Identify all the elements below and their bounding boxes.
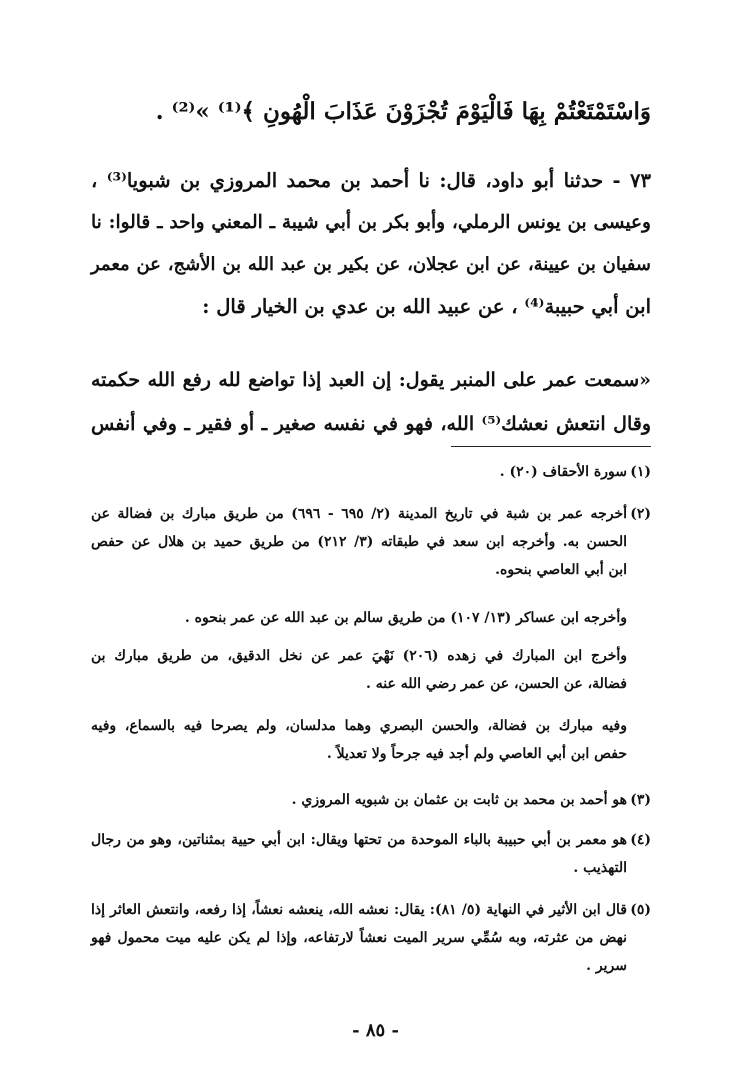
footnote-text: سورة الأحقاف (٢٠) .: [499, 464, 627, 480]
footnote-2-paragraph-3: [91, 642, 651, 698]
footnote-2: [91, 500, 651, 584]
footnote-number: (١): [630, 464, 651, 480]
footnote-text: سرير .: [586, 958, 627, 974]
footnote-2-paragraph-2: [91, 604, 651, 632]
page-number: - ٨٥ -: [352, 1020, 399, 1041]
footnote-text: قال ابن الأثير في النهاية (٥/ ٨١): يقال: نعشه الله، ينعشه نعشاً، إذا رفعه، وانتعش العاثر إذا: [91, 902, 627, 918]
hadith-line: وعيسى بن يونس الرملي، وأبو بكر بن أبي شيبة ـ المعني واحد ـ قالوا: نا: [91, 212, 651, 233]
footnote-number: (٥): [630, 902, 651, 918]
footnote-3: [91, 786, 651, 814]
quote-line: وقال انتعش نعشك⁽⁵⁾ الله، فهو في نفسه صغير ـ أو فقير ـ وفي أنفس: [91, 413, 651, 435]
footnote-text: فضالة، عن الحسن، عن عمر رضي الله عنه .: [365, 676, 627, 692]
footnote-text: حفص ابن أبي العاصي ولم أجد فيه جرحاً ولا تعديلاً .: [326, 746, 627, 762]
hadith-paragraph: [91, 160, 651, 328]
footnote-4: [91, 826, 651, 882]
footnote-text: التهذيب .: [573, 860, 627, 876]
quote-line: «سمعت عمر على المنبر يقول: إن العبد إذا تواضع لله رفع الله حكمته: [91, 369, 651, 391]
footnote-2-paragraph-4: [91, 712, 651, 768]
footnote-number: (٤): [630, 832, 651, 848]
footnote-text: الحسن به. وأخرجه ابن سعد في طبقاته (٣/ ٢١٢) من طريق حميد بن هلال عن حفص: [91, 534, 627, 550]
hadith-line: ابن أبي حبيبة⁽⁴⁾ ، عن عبيد الله بن عدي بن الخيار قال :: [202, 295, 651, 318]
hadith-quote: [91, 358, 651, 446]
footnote-number: (٢): [630, 506, 651, 522]
quran-verse-line: وَاسْتَمْتَعْتُمْ بِهَا فَالْيَوْمَ تُجْزَوْنَ عَذَابَ الْهُونِ ﴾⁽¹⁾ »⁽²⁾ .: [155, 98, 651, 125]
footnote-text: ابن أبي العاصي بنحوه.: [495, 562, 627, 578]
footnote-1: [91, 458, 651, 486]
footnote-text: أخرجه عمر بن شبة في تاريخ المدينة (٢/ ٦٩٥ - ٦٩٦) من طريق مبارك بن فضالة عن: [91, 506, 627, 522]
footnote-text: نهض من عثرته، وبه سُمِّي سرير الميت نعشاً لارتفاعه، وإذا لم يكن عليه ميت محمول فهو: [91, 930, 627, 946]
footnote-divider: [451, 446, 651, 447]
footnote-text: وأخرج ابن المبارك في زهده (٢٠٦) نَهْيَ عمر عن نخل الدقيق، من طريق مبارك بن: [91, 648, 628, 664]
footnote-text: وفيه مبارك بن فضالة، والحسن البصري وهما مدلسان، ولم يصرحا فيه بالسماع، وفيه: [91, 718, 627, 734]
footnote-text: وأخرجه ابن عساكر (١٣/ ١٠٧) من طريق سالم بن عبد الله عن عمر بنحوه .: [184, 610, 627, 626]
footnote-number: (٣): [630, 792, 651, 808]
hadith-line: سفيان بن عيينة، عن ابن عجلان، عن بكير بن عبد الله بن الأشج، عن معمر: [91, 254, 651, 275]
footnote-text: هو معمر بن أبي حبيبة بالباء الموحدة من تحتها ويقال: ابن أبي حيية بمثناتين، وهو من رجال: [91, 832, 627, 848]
footnote-5: [91, 896, 651, 980]
hadith-line: ٧٣ - حدثنا أبو داود، قال: نا أحمد بن محمد المروزي بن شبويا⁽³⁾ ،: [91, 169, 651, 192]
footnote-text: هو أحمد بن محمد بن ثابت بن عثمان بن شبويه المروزي .: [291, 792, 627, 808]
